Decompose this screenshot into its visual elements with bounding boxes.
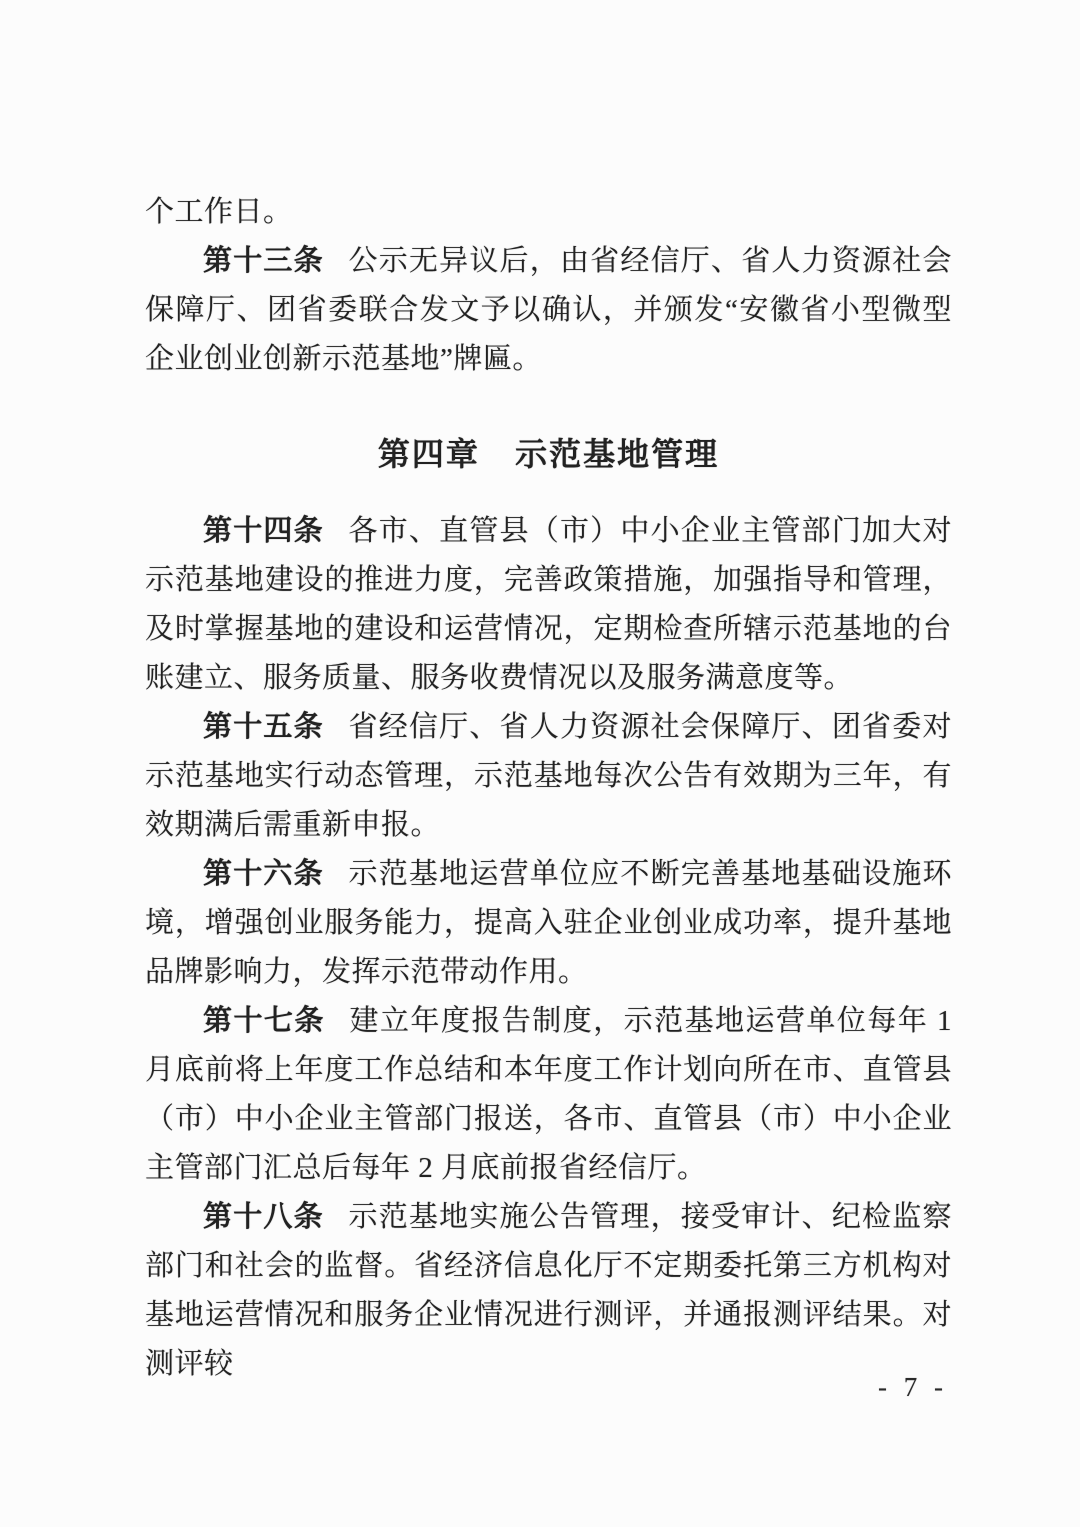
article-18 bbox=[145, 1193, 952, 1389]
article-15-text: 省经信厅、省人力资源社会保障厅、团省委对示范基地实行动态管理，示范基地每次公告有效期为三年，有效期满后需重新申报。 bbox=[145, 711, 952, 841]
article-18-label: 第十八条 bbox=[203, 1201, 324, 1233]
chapter-number: 第四章 bbox=[377, 435, 480, 473]
chapter-heading bbox=[145, 430, 952, 479]
article-14-text: 各市、直管县（市）中小企业主管部门加大对示范基地建设的推进力度，完善政策措施，加强指导和管理，及时掌握基地的建设和运营情况，定期检查所辖示范基地的台账建立、服务质量、服务收费情况以及服务满意度等。 bbox=[145, 515, 952, 694]
chapter-title: 示范基地管理 bbox=[515, 435, 720, 473]
page-number: - 7 - bbox=[878, 1372, 948, 1402]
article-14-label: 第十四条 bbox=[203, 515, 324, 547]
article-16-label: 第十六条 bbox=[203, 858, 324, 890]
paragraph-continuation: 个工作日。 bbox=[145, 196, 293, 228]
article-15 bbox=[145, 703, 952, 850]
article-17-label: 第十七条 bbox=[203, 1005, 325, 1037]
article-13 bbox=[145, 237, 952, 384]
article-16-text: 示范基地运营单位应不断完善基地基础设施环境，增强创业服务能力，提高入驻企业创业成功率，提升基地品牌影响力，发挥示范带动作用。 bbox=[145, 858, 952, 988]
article-18-text: 示范基地实施公告管理，接受审计、纪检监察部门和社会的监督。省经济信息化厅不定期委托第三方机构对基地运营情况和服务企业情况进行测评，并通报测评结果。对测评较 bbox=[145, 1201, 952, 1380]
article-16 bbox=[145, 850, 952, 997]
article-15-label: 第十五条 bbox=[203, 711, 324, 743]
article-17-text: 建立年度报告制度，示范基地运营单位每年 1 月底前将上年度工作总结和本年度工作计划向所在市、直管县（市）中小企业主管部门报送，各市、直管县（市）中小企业主管部门汇总后每年 2 月底前报省经信厅。 bbox=[145, 1005, 952, 1184]
article-14 bbox=[145, 507, 952, 703]
article-13-label: 第十三条 bbox=[203, 245, 324, 277]
article-17 bbox=[145, 997, 952, 1193]
document-body bbox=[145, 188, 952, 1389]
article-13-text: 公示无异议后，由省经信厅、省人力资源社会保障厅、团省委联合发文予以确认，并颁发“安徽省小型微型企业创业创新示范基地”牌匾。 bbox=[145, 245, 952, 375]
